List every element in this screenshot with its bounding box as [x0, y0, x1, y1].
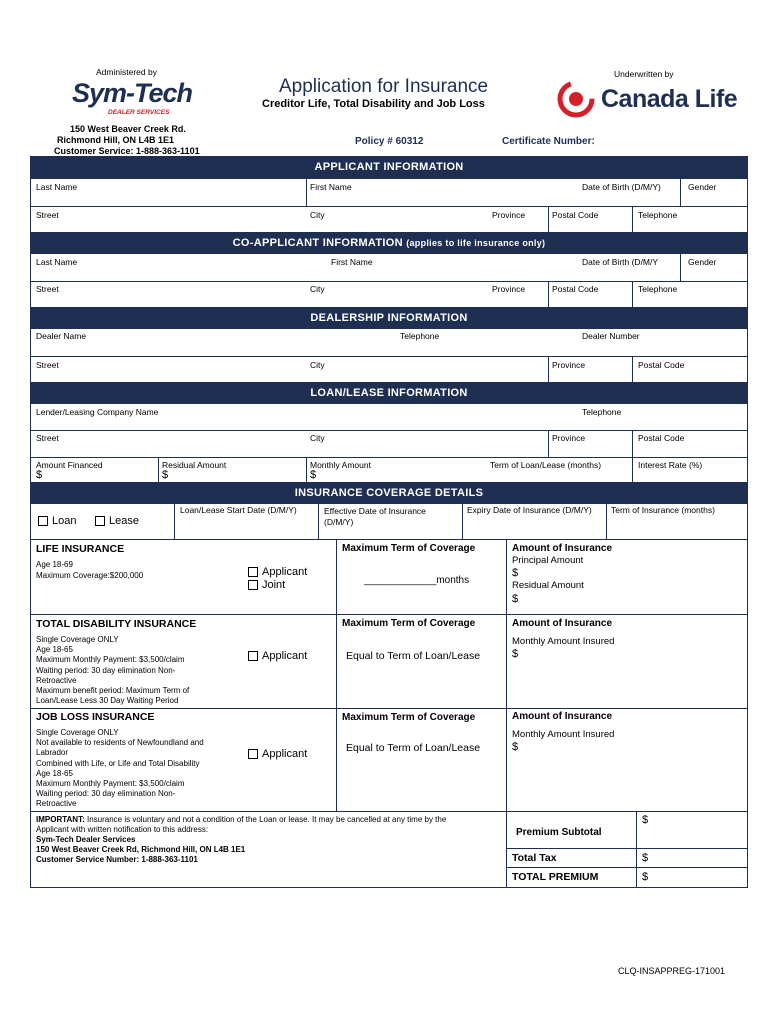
loan-section-header: LOAN/LEASE INFORMATION [30, 383, 748, 403]
jl-insurance-title: JOB LOSS INSURANCE [36, 711, 155, 723]
loan-term-field[interactable]: Term of Loan/Lease (months) [490, 460, 602, 470]
co-gender-field[interactable]: Gender [688, 257, 717, 267]
loan-checkbox-label: Loan [52, 515, 77, 527]
life-insurance-title: LIFE INSURANCE [36, 543, 125, 555]
lender-city-field[interactable]: City [310, 433, 325, 443]
td-monthly-dollar[interactable]: $ [512, 648, 519, 660]
last-name-field[interactable]: Last Name [36, 182, 78, 192]
insurance-term-field[interactable]: Term of Insurance (months) [611, 505, 715, 515]
dealer-province-field[interactable]: Province [552, 360, 586, 370]
dealer-city-field[interactable]: City [310, 360, 325, 370]
life-principal-label: Principal Amount [512, 555, 584, 566]
applicant-section-header: APPLICANT INFORMATION [30, 156, 748, 178]
td-max-term-header: Maximum Term of Coverage [342, 618, 476, 629]
interest-rate-field[interactable]: Interest Rate (%) [638, 460, 703, 470]
city-field[interactable]: City [310, 210, 325, 220]
postal-code-field[interactable]: Postal Code [552, 210, 599, 220]
effective-date-field[interactable]: Effective Date of Insurance (D/M/Y) [324, 506, 426, 527]
customer-service: Customer Service: 1-888-363-1101 [54, 146, 200, 156]
amount-financed-field[interactable]: Amount Financed [36, 460, 103, 470]
co-dob-field[interactable]: Date of Birth (D/M/Y [582, 257, 659, 267]
address-line-1: 150 West Beaver Creek Rd. [70, 124, 186, 134]
td-insurance-title: TOTAL DISABILITY INSURANCE [36, 618, 197, 630]
premium-subtotal-label: Premium Subtotal [516, 827, 602, 838]
premium-subtotal-field[interactable]: $ [642, 814, 649, 826]
dealer-street-field[interactable]: Street [36, 360, 59, 370]
dealer-number-field[interactable]: Dealer Number [582, 331, 640, 341]
co-last-name-field[interactable]: Last Name [36, 257, 78, 267]
address-line-2: Richmond Hill, ON L4B 1E1 [57, 135, 175, 145]
certificate-number-label: Certificate Number: [502, 136, 595, 147]
co-street-field[interactable]: Street [36, 284, 59, 294]
coverage-section-header: INSURANCE COVERAGE DETAILS [30, 483, 748, 503]
canada-life-logo: Canada Life [557, 80, 595, 123]
total-premium-label: TOTAL PREMIUM [512, 871, 599, 883]
life-residual-dollar[interactable]: $ [512, 593, 519, 605]
lender-name-field[interactable]: Lender/Leasing Company Name [36, 407, 159, 417]
street-field[interactable]: Street [36, 210, 59, 220]
lender-province-field[interactable]: Province [552, 433, 586, 443]
total-premium-field[interactable]: $ [642, 871, 649, 883]
dob-field[interactable]: Date of Birth (D/M/Y) [582, 182, 661, 192]
expiry-date-field[interactable]: Expiry Date of Insurance (D/M/Y) [467, 505, 592, 515]
important-notice: IMPORTANT: Insurance is voluntary and not a condition of the Loan or lease. It may be cancelled at any time by the Applicant with written notification to this address: Sym-Tech Dealer Services 150 West Beaver Creek Rd, Richmond Hill, ON L4B 1E1 Customer Service Number: 1-888-363-1101 [36, 815, 447, 864]
total-tax-field[interactable]: $ [642, 852, 649, 864]
life-max-term-header: Maximum Term of Coverage [342, 543, 476, 554]
co-first-name-field[interactable]: First Name [331, 257, 373, 267]
total-tax-label: Total Tax [512, 852, 557, 864]
residual-amount-field[interactable]: Residual Amount [162, 460, 227, 470]
coapplicant-section-header: CO-APPLICANT INFORMATION (applies to life insurance only) [30, 233, 748, 253]
jl-details: Single Coverage ONLY Not available to residents of Newfoundland and Labrador Combined with Life, or Life and Total Disability Age 18-65 Maximum Monthly Payment: $3,500/claim Waiting period: 30 day elimination Non- Retroactive [36, 728, 204, 809]
td-equal-term: Equal to Term of Loan/Lease [346, 650, 481, 662]
lender-street-field[interactable]: Street [36, 433, 59, 443]
life-joint-checkbox[interactable] [248, 580, 258, 590]
co-province-field[interactable]: Province [492, 284, 526, 294]
life-applicant-label: Applicant [262, 566, 308, 578]
jl-monthly-label: Monthly Amount Insured [512, 729, 615, 740]
first-name-field[interactable]: First Name [310, 182, 352, 192]
td-applicant-checkbox[interactable] [248, 651, 258, 661]
jl-applicant-label: Applicant [262, 748, 308, 760]
life-joint-label: Joint [262, 579, 286, 591]
life-principal-dollar[interactable]: $ [512, 567, 519, 579]
lease-checkbox[interactable] [95, 516, 105, 526]
loan-checkbox[interactable] [38, 516, 48, 526]
life-max-coverage: Maximum Coverage:$200,000 [36, 571, 144, 580]
td-amount-header: Amount of Insurance [512, 618, 613, 629]
gender-field[interactable]: Gender [688, 182, 717, 192]
dealer-postal-code-field[interactable]: Postal Code [638, 360, 685, 370]
monthly-amount-dollar: $ [310, 469, 317, 481]
start-date-field[interactable]: Loan/Lease Start Date (D/M/Y) [180, 505, 297, 515]
province-field[interactable]: Province [492, 210, 526, 220]
jl-applicant-checkbox[interactable] [248, 749, 258, 759]
co-postal-code-field[interactable]: Postal Code [552, 284, 599, 294]
lease-checkbox-label: Lease [109, 515, 139, 527]
jl-equal-term: Equal to Term of Loan/Lease [346, 742, 481, 754]
td-applicant-label: Applicant [262, 650, 308, 662]
td-monthly-label: Monthly Amount Insured [512, 636, 615, 647]
amount-financed-dollar: $ [36, 469, 43, 481]
dealership-section-header: DEALERSHIP INFORMATION [30, 308, 748, 328]
co-city-field[interactable]: City [310, 284, 325, 294]
life-age: Age 18-69 [36, 560, 73, 569]
jl-monthly-dollar[interactable]: $ [512, 741, 519, 753]
lender-postal-code-field[interactable]: Postal Code [638, 433, 685, 443]
life-residual-label: Residual Amount [512, 580, 584, 591]
page-title: Application for Insurance [279, 76, 489, 97]
life-months-field[interactable]: _____________months [364, 575, 470, 586]
co-telephone-field[interactable]: Telephone [638, 284, 678, 294]
life-amount-header: Amount of Insurance [512, 543, 613, 554]
form-code: CLQ-INSAPPREG-171001 [618, 966, 726, 976]
jl-max-term-header: Maximum Term of Coverage [342, 712, 476, 723]
dealer-telephone-field[interactable]: Telephone [400, 331, 440, 341]
administered-by-label: Administered by [96, 67, 157, 77]
canada-life-emblem-icon [557, 80, 595, 118]
jl-amount-header: Amount of Insurance [512, 711, 613, 722]
td-details: Single Coverage ONLY Age 18-65 Maximum Monthly Payment: $3,500/claim Waiting period: 30 day elimination Non- Retroactive Maximum benefit period: Maximum Term of Loan/Lease Less 30 Day Waiting Period [36, 635, 190, 706]
dealer-name-field[interactable]: Dealer Name [36, 331, 87, 341]
lender-telephone-field[interactable]: Telephone [582, 407, 622, 417]
telephone-field[interactable]: Telephone [638, 210, 678, 220]
life-applicant-checkbox[interactable] [248, 567, 258, 577]
underwritten-by-label: Underwritten by [614, 69, 674, 79]
page-subtitle: Creditor Life, Total Disability and Job Loss [262, 98, 485, 110]
residual-amount-dollar: $ [162, 469, 169, 481]
monthly-amount-field[interactable]: Monthly Amount [310, 460, 371, 470]
policy-number: Policy # 60312 [355, 136, 424, 147]
